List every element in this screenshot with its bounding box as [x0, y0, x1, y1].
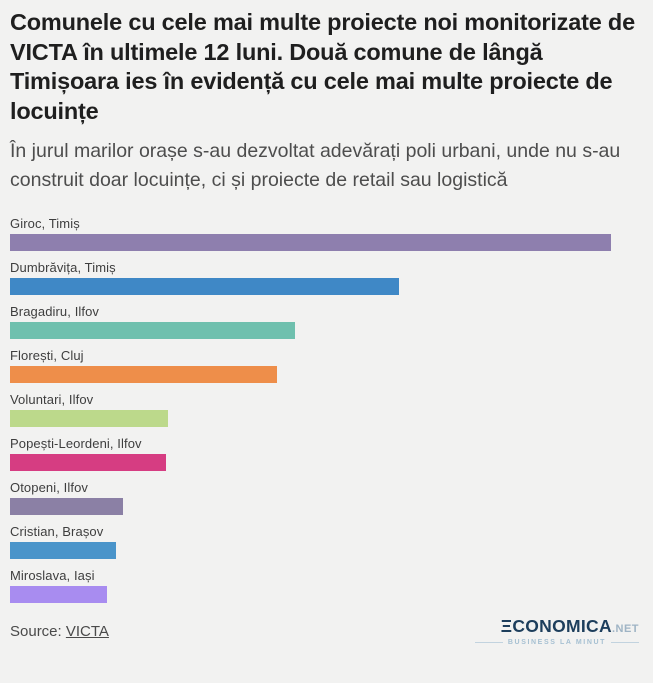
bar [10, 498, 123, 515]
chart-footer [10, 618, 643, 646]
bar [10, 542, 116, 559]
bar-label: Bragadiru, Ilfov [10, 304, 100, 320]
tagline-rule-left [475, 642, 503, 643]
bar-label: Otopeni, Ilfov [10, 480, 88, 496]
logo-tagline: BUSINESS LA MINUT [507, 638, 606, 646]
bar [10, 454, 166, 471]
chart-row [10, 216, 643, 251]
economica-wordmark: ΞCONOMICA.NET [500, 616, 639, 637]
bar-label: Giroc, Timiș [10, 216, 80, 232]
chart-row [10, 524, 643, 559]
chart-row [10, 348, 643, 383]
bar [10, 322, 295, 339]
bar-label: Florești, Cluj [10, 348, 84, 364]
page-subtitle: În jurul marilor orașe s-au dezvoltat adevărați poli urbani, unde nu s-au construit doar locuințe, ci și proiecte de retail sau logistică [10, 140, 621, 192]
bar-label: Dumbrăvița, Timiș [10, 260, 116, 276]
bar-chart [10, 216, 643, 612]
chart-row [10, 392, 643, 427]
bar [10, 586, 107, 603]
bar [10, 234, 611, 251]
source-link[interactable]: VICTA [65, 623, 109, 641]
source-prefix: Source: [10, 623, 66, 641]
tagline-rule-right [611, 642, 639, 643]
chart-row [10, 480, 643, 515]
chart-row [10, 568, 643, 603]
logo-net-suffix: .NET [611, 623, 639, 636]
source-note [10, 623, 109, 640]
bar [10, 366, 277, 383]
logo-stylized-e-icon: Ξ [500, 616, 513, 637]
bar [10, 410, 168, 427]
bar-label: Voluntari, Ilfov [10, 392, 94, 408]
bar-label: Cristian, Brașov [10, 524, 104, 540]
bar-label: Miroslava, Iași [10, 568, 95, 584]
economica-logo[interactable] [475, 618, 639, 646]
logo-tagline-row [475, 639, 639, 646]
page-title: Comunele cu cele mai multe proiecte noi monitorizate de VICTA în ultimele 12 luni. Două comune de lângă Timișoara ies în evidență cu cele mai multe proiecte de locuințe [10, 9, 635, 124]
chart-row [10, 436, 643, 471]
chart-row [10, 304, 643, 339]
bar-label: Popești-Leordeni, Ilfov [10, 436, 142, 452]
bar [10, 278, 399, 295]
chart-row [10, 260, 643, 295]
